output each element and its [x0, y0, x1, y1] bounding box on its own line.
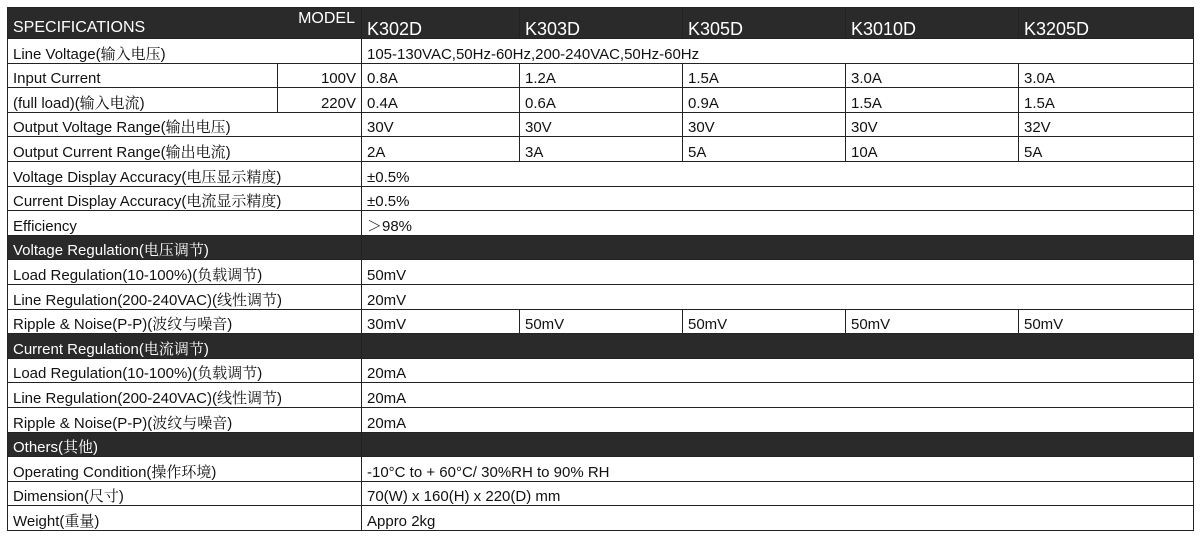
row-label: Voltage Display Accuracy(电压显示精度) — [8, 161, 362, 186]
row-label: Efficiency — [8, 211, 362, 236]
row-label: Ripple & Noise(P-P)(波纹与噪音) — [8, 309, 362, 334]
cell-value: 0.8A — [362, 63, 520, 88]
voltage-ripple-row — [8, 309, 1194, 334]
model-label: MODEL — [298, 10, 355, 27]
row-label: Ripple & Noise(P-P)(波纹与噪音) — [8, 407, 362, 432]
section-filler — [362, 432, 1194, 457]
specifications-table — [7, 7, 1194, 531]
section-title: Current Regulation(电流调节) — [8, 334, 362, 359]
current-load-regulation-row — [8, 358, 1194, 383]
cell-value: 0.6A — [520, 88, 683, 113]
section-title: Others(其他) — [8, 432, 362, 457]
input-voltage-label: 220V — [278, 88, 362, 113]
cell-value: 30V — [362, 112, 520, 137]
cell-value: 1.2A — [520, 63, 683, 88]
output-voltage-row — [8, 112, 1194, 137]
row-value: 50mV — [362, 260, 1194, 285]
row-label: Input Current — [8, 63, 278, 88]
header-row — [8, 8, 1194, 39]
current-accuracy-row — [8, 186, 1194, 211]
model-header: K303D — [520, 8, 683, 39]
cell-value: 0.4A — [362, 88, 520, 113]
row-label: Load Regulation(10-100%)(负载调节) — [8, 358, 362, 383]
row-value: ±0.5% — [362, 161, 1194, 186]
row-label: Output Current Range(输出电流) — [8, 137, 362, 162]
input-current-row-100v — [8, 63, 1194, 88]
row-label: Output Voltage Range(输出电压) — [8, 112, 362, 137]
model-header: K3205D — [1019, 8, 1194, 39]
voltage-accuracy-row — [8, 161, 1194, 186]
row-label: Load Regulation(10-100%)(负载调节) — [8, 260, 362, 285]
model-header: K3010D — [846, 8, 1019, 39]
cell-value: 50mV — [846, 309, 1019, 334]
efficiency-row — [8, 211, 1194, 236]
input-voltage-label: 100V — [278, 63, 362, 88]
cell-value: 1.5A — [846, 88, 1019, 113]
cell-value: 5A — [683, 137, 846, 162]
cell-value: 3A — [520, 137, 683, 162]
current-ripple-row — [8, 407, 1194, 432]
row-label: Line Regulation(200-240VAC)(线性调节) — [8, 383, 362, 408]
weight-row — [8, 506, 1194, 531]
cell-value: 50mV — [1019, 309, 1194, 334]
row-value: Appro 2kg — [362, 506, 1194, 531]
section-header-others — [8, 432, 1194, 457]
output-current-row — [8, 137, 1194, 162]
section-filler — [362, 334, 1194, 359]
cell-value: 2A — [362, 137, 520, 162]
section-header-current-regulation — [8, 334, 1194, 359]
cell-value: 30V — [520, 112, 683, 137]
cell-value: 10A — [846, 137, 1019, 162]
cell-value: 1.5A — [1019, 88, 1194, 113]
specifications-model-header — [8, 8, 362, 39]
input-current-row-220v — [8, 88, 1194, 113]
cell-value: 30mV — [362, 309, 520, 334]
row-value: 70(W) x 160(H) x 220(D) mm — [362, 481, 1194, 506]
row-value: 20mA — [362, 407, 1194, 432]
row-value: 105-130VAC,50Hz-60Hz,200-240VAC,50Hz-60Hz — [362, 39, 1194, 64]
section-title: Voltage Regulation(电压调节) — [8, 235, 362, 260]
row-value: -10°C to + 60°C/ 30%RH to 90% RH — [362, 457, 1194, 482]
cell-value: 3.0A — [846, 63, 1019, 88]
line-voltage-row — [8, 39, 1194, 64]
specifications-label: SPECIFICATIONS — [13, 19, 146, 37]
cell-value: 5A — [1019, 137, 1194, 162]
cell-value: 30V — [846, 112, 1019, 137]
row-label: Line Voltage(输入电压) — [8, 39, 362, 64]
section-filler — [362, 235, 1194, 260]
section-header-voltage-regulation — [8, 235, 1194, 260]
operating-condition-row — [8, 457, 1194, 482]
row-value: ＞98% — [362, 211, 1194, 236]
voltage-load-regulation-row — [8, 260, 1194, 285]
row-label: Current Display Accuracy(电流显示精度) — [8, 186, 362, 211]
row-label: Dimension(尺寸) — [8, 481, 362, 506]
cell-value: 1.5A — [683, 63, 846, 88]
cell-value: 50mV — [520, 309, 683, 334]
row-value: 20mA — [362, 358, 1194, 383]
cell-value: 30V — [683, 112, 846, 137]
row-label: Weight(重量) — [8, 506, 362, 531]
cell-value: 3.0A — [1019, 63, 1194, 88]
row-value: 20mV — [362, 284, 1194, 309]
row-value: 20mA — [362, 383, 1194, 408]
current-line-regulation-row — [8, 383, 1194, 408]
cell-value: 50mV — [683, 309, 846, 334]
voltage-line-regulation-row — [8, 284, 1194, 309]
row-label: Operating Condition(操作环境) — [8, 457, 362, 482]
model-header: K302D — [362, 8, 520, 39]
model-header: K305D — [683, 8, 846, 39]
row-value: ±0.5% — [362, 186, 1194, 211]
cell-value: 32V — [1019, 112, 1194, 137]
row-label: (full load)(输入电流) — [8, 88, 278, 113]
row-label: Line Regulation(200-240VAC)(线性调节) — [8, 284, 362, 309]
cell-value: 0.9A — [683, 88, 846, 113]
dimension-row — [8, 481, 1194, 506]
